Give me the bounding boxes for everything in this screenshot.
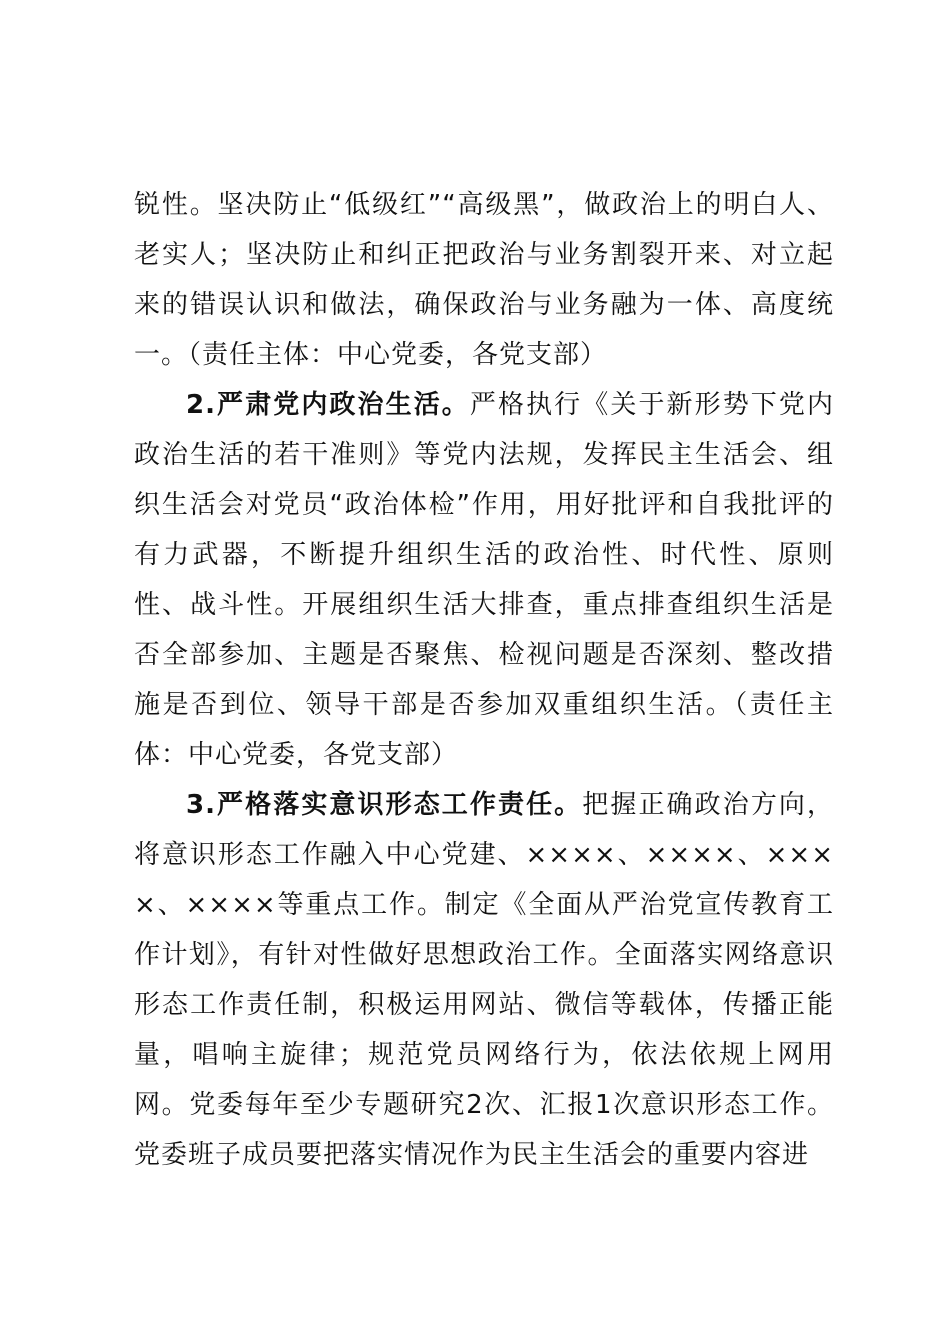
paragraph-text: 锐性。坚决防止“低级红”“高级黑”，做政治上的明白人、老实人；坚决防止和纠正把政治与业务割裂开来、对立起来的错误认识和做法，确保政治与业务融为一体、高度统一。（责任主体：中心党委，各党支部） — [134, 190, 834, 370]
item-3-text: 把握正确政治方向，将意识形态工作融入中心党建、××××、××××、××××、××××等重点工作。制定《全面从严治党宣传教育工作计划》，有针对性做好思想政治工作。全面落实网络意识形态工作责任制，积极运用网站、微信等载体，传播正能量，唱响主旋律；规范党员网络行为，依法依规上网用网。党委每年至少专题研究2次、汇报1次意识形态工作。党委班子成员要把落实情况作为民主生活会的重要内容进 — [134, 790, 834, 1170]
item-2-heading: 2.严肃党内政治生活。 — [186, 390, 470, 420]
paragraph-item-3 — [134, 780, 834, 1180]
paragraph-item-2 — [134, 380, 834, 780]
paragraph-continuation — [134, 180, 834, 380]
item-3-heading: 3.严格落实意识形态工作责任。 — [186, 790, 583, 820]
item-2-text: 严格执行《关于新形势下党内政治生活的若干准则》等党内法规，发挥民主生活会、组织生活会对党员“政治体检”作用，用好批评和自我批评的有力武器，不断提升组织生活的政治性、时代性、原则性、战斗性。开展组织生活大排查，重点排查组织生活是否全部参加、主题是否聚焦、检视问题是否深刻、整改措施是否到位、领导干部是否参加双重组织生活。（责任主体：中心党委，各党支部） — [134, 390, 834, 770]
document-body — [134, 180, 834, 1180]
